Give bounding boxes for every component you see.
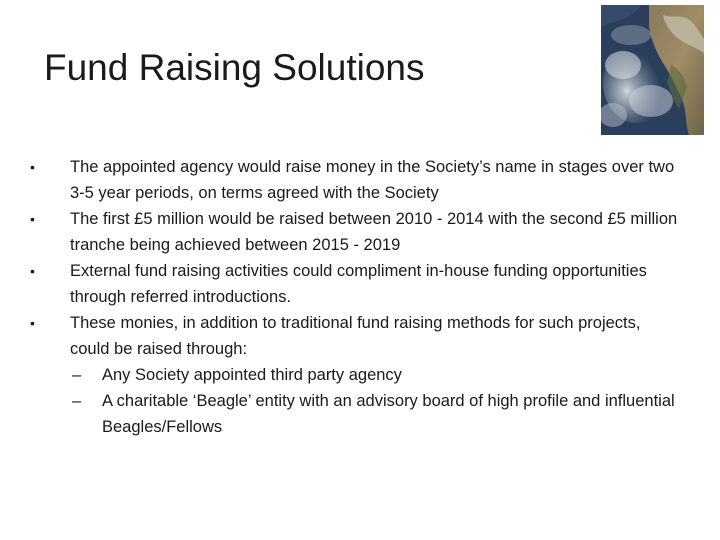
- bullet-item-3: [30, 258, 680, 310]
- sub-bullet-text: Any Society appointed third party agency: [102, 366, 402, 384]
- bullet-text: External fund raising activities could compliment in-house funding opportunities through referred introductions.: [70, 262, 647, 306]
- bullet-marker: •: [30, 159, 35, 175]
- bullet-item-4: [30, 310, 680, 362]
- bullet-list: [30, 154, 680, 440]
- sub-bullet-item-2: [30, 388, 680, 440]
- bullet-text: The appointed agency would raise money in the Society’s name in stages over two 3-5 year periods, on terms agreed with the Society: [70, 158, 675, 202]
- sub-bullet-item-1: [30, 362, 680, 388]
- bullet-text: These monies, in addition to traditional fund raising methods for such projects, could be raised through:: [70, 314, 641, 358]
- slide-title: Fund Raising Solutions: [44, 47, 425, 88]
- satellite-photo-icon: [601, 5, 704, 135]
- bullet-text: The first £5 million would be raised between 2010 - 2014 with the second £5 million tranche being achieved between 2015 - 2019: [70, 210, 678, 254]
- bullet-marker: •: [30, 315, 35, 331]
- sub-bullet-marker: –: [72, 392, 82, 410]
- sub-bullet-marker: –: [72, 366, 82, 384]
- bullet-marker: •: [30, 211, 35, 227]
- sub-bullet-text: A charitable ‘Beagle’ entity with an advisory board of high profile and influential Beagles/Fellows: [102, 392, 675, 436]
- bullet-item-1: [30, 154, 680, 206]
- bullet-marker: •: [30, 263, 35, 279]
- bullet-item-2: [30, 206, 680, 258]
